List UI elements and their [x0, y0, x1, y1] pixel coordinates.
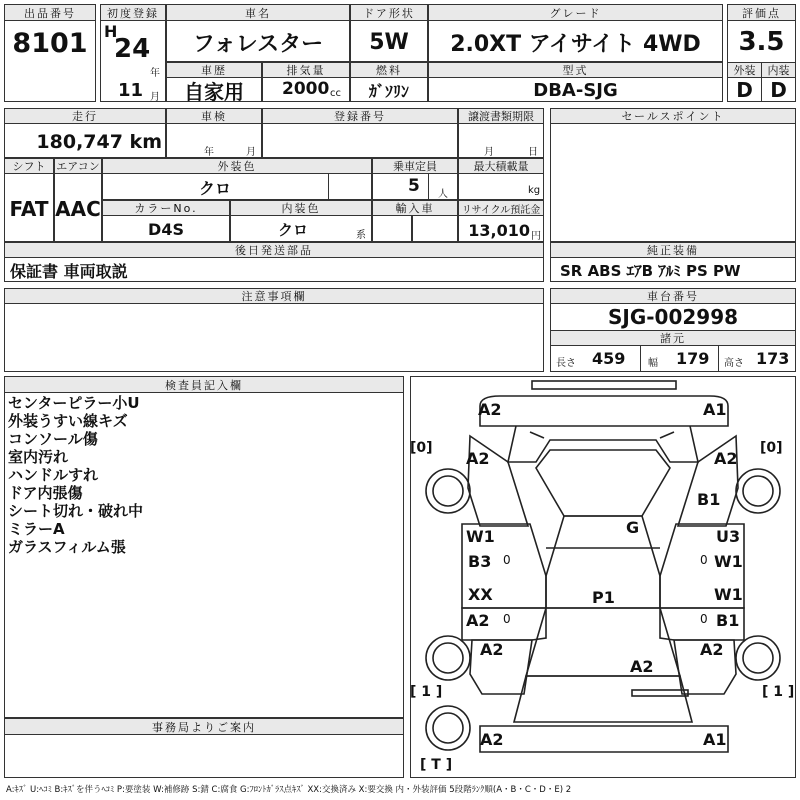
inspection-year-unit: 年 — [204, 147, 214, 158]
ac: AAC — [55, 197, 101, 221]
model-label: 型式 — [428, 62, 723, 78]
notice-label: 注意事項欄 — [4, 288, 544, 304]
transfer-month-unit: 月 — [484, 147, 494, 158]
inspector-note: ミラーA — [8, 520, 65, 538]
mark-rear-left: A2 — [480, 730, 504, 749]
tire-rr-depth: [ 1 ] — [762, 684, 795, 700]
sales-points-cell — [550, 108, 796, 242]
exterior-label: 外装 — [727, 62, 762, 78]
mark-front-left: A2 — [478, 400, 502, 419]
car-name-label: 車名 — [166, 4, 350, 21]
interior-grade: D — [770, 78, 787, 102]
recycle: 13,010 — [468, 220, 530, 240]
later-parts-label: 後日発送部品 — [4, 242, 544, 258]
year-unit: 年 — [150, 68, 160, 79]
dimensions-label: 諸元 — [550, 330, 796, 346]
first-reg-month: 11 — [118, 80, 144, 101]
mark-front-right: A1 — [703, 400, 727, 419]
transfer-day-unit: 日 — [528, 147, 538, 158]
interior-color-label: 内装色 — [230, 200, 372, 216]
mark-rear-right: A1 — [703, 730, 727, 749]
inspector-note: ドア内張傷 — [8, 484, 83, 502]
load-label: 最大積載量 — [458, 158, 544, 174]
tire-fl-depth: [0] — [410, 440, 433, 456]
seats-label: 乗車定員 — [372, 158, 458, 174]
history-label: 車歴 — [166, 62, 262, 78]
width: 179 — [676, 349, 710, 368]
legend: A:ｷｽﾞ U:ﾍｺﾐ B:ｷｽﾞを伴うﾍｺﾐ P:要塗装 W:補修跡 S:錆 C:腐食 G:ﾌﾛﾝﾄｶﾞﾗｽ点ｷｽﾞ XX:交換済み X:要交換 内・外装評価 5段階ﾗﾝｸ順(A・B・C・D・E) 2 — [6, 785, 572, 795]
ac-label: エアコン — [54, 158, 102, 174]
inspector-note: ガラスフィルム張 — [8, 538, 126, 556]
shift: FAT — [9, 197, 49, 221]
model: DBA-SJG — [533, 79, 618, 101]
interior-color: クロ — [277, 221, 308, 239]
tire-fr-depth: [0] — [760, 440, 783, 456]
era: H — [104, 22, 118, 41]
mark-trunk: A2 — [630, 657, 654, 676]
first-reg-label: 初度登録 — [100, 4, 166, 21]
mark-rr-fender: A2 — [700, 640, 724, 659]
first-reg-year: 24 — [114, 34, 151, 64]
equipment-label: 純正装備 — [550, 242, 796, 258]
interior-color-unit: 系 — [356, 230, 366, 241]
zero-mark-r2: 0 — [700, 612, 708, 626]
shift-label: シフト — [4, 158, 54, 174]
width-label: 幅 — [648, 358, 658, 369]
load-unit: kg — [528, 185, 541, 196]
history: 自家用 — [184, 79, 244, 104]
inspector-notes — [8, 394, 143, 556]
mark-rl-door-bottom: A2 — [466, 611, 490, 630]
displacement-label: 排気量 — [262, 62, 350, 78]
mark-rr-door-bottom: B1 — [716, 611, 740, 630]
inspector-note: 室内汚れ — [8, 448, 69, 466]
tire-rl-depth: [ 1 ] — [410, 684, 443, 700]
recycle-unit: 円 — [531, 231, 541, 242]
mileage-label: 走行 — [4, 108, 166, 124]
mark-fr-fender: A2 — [714, 449, 738, 468]
mark-rl-door-top: XX — [468, 585, 493, 604]
score: 3.5 — [738, 27, 785, 57]
length: 459 — [592, 349, 626, 368]
car-name: フォレスター — [192, 31, 324, 57]
zero-mark-l1: 0 — [503, 553, 511, 567]
mark-fr-door-top: U3 — [716, 527, 741, 546]
color: クロ — [198, 179, 231, 198]
color-no: D4S — [148, 220, 184, 239]
lot-number: 8101 — [12, 27, 88, 59]
mark-fl-door-top: W1 — [466, 527, 495, 546]
recycle-label: リサイクル預託金 — [458, 200, 544, 216]
lot-label: 出品番号 — [4, 4, 96, 21]
grade: 2.0XT アイサイト 4WD — [450, 31, 701, 57]
sales-points-label: セールスポイント — [550, 108, 796, 124]
fuel-label: 燃料 — [350, 62, 428, 78]
zero-mark-l2: 0 — [503, 612, 511, 626]
spare-tire-mark: [ T ] — [420, 757, 453, 773]
door-label: ドア形状 — [350, 4, 428, 21]
mark-fl-fender: A2 — [466, 449, 490, 468]
inspector-note: ハンドルすれ — [8, 466, 99, 484]
score-label: 評価点 — [727, 4, 796, 21]
month-unit: 月 — [150, 92, 160, 103]
grade-label: グレード — [428, 4, 723, 21]
length-label: 長さ — [556, 358, 576, 369]
door-type: 5W — [369, 29, 409, 55]
car-outline — [410, 376, 796, 778]
import-label: 輸入車 — [372, 200, 458, 216]
inspector-label: 検査員記入欄 — [4, 376, 404, 393]
chassis-number: SJG-002998 — [607, 305, 739, 329]
displacement: 2000 — [282, 79, 330, 99]
exterior-grade: D — [736, 78, 753, 102]
mark-floor: P1 — [592, 588, 615, 607]
seats-unit: 人 — [438, 189, 448, 200]
inspection-label: 車検 — [166, 108, 262, 124]
inspector-note: 外装うすい線キズ — [8, 412, 128, 430]
height: 173 — [756, 349, 790, 368]
interior-label: 内装 — [761, 62, 796, 78]
mark-roof: G — [626, 518, 640, 537]
inspector-note: センターピラー小U — [8, 394, 140, 412]
color-no-label: カラーNo. — [102, 200, 230, 216]
fuel: ｶﾞｿﾘﾝ — [368, 81, 409, 101]
mark-fr-door-bottom: W1 — [714, 552, 743, 571]
office-label: 事務局よりご案内 — [4, 718, 404, 735]
height-label: 高さ — [724, 358, 744, 369]
later-parts: 保証書 車両取説 — [10, 261, 128, 281]
color-label: 外装色 — [102, 158, 372, 174]
mark-fl-door-bottom: B3 — [468, 552, 492, 571]
seats: 5 — [408, 176, 420, 196]
mileage: 180,747 km — [36, 131, 162, 153]
displacement-unit: cc — [330, 88, 341, 99]
registration-label: 登録番号 — [262, 108, 458, 124]
transfer-label: 譲渡書類期限 — [458, 108, 544, 124]
chassis-label: 車台番号 — [550, 288, 796, 304]
equipment: SR ABS ｴｱB ｱﾙﾐ PS PW — [560, 261, 741, 280]
inspector-note: コンソール傷 — [8, 430, 98, 448]
inspection-month-unit: 月 — [246, 147, 256, 158]
mark-fr-fender-2: B1 — [697, 490, 721, 509]
zero-mark-r1: 0 — [700, 553, 708, 567]
mark-rl-fender: A2 — [480, 640, 504, 659]
mark-rr-door-top: W1 — [714, 585, 743, 604]
inspector-note: シート切れ・破れ中 — [8, 502, 144, 520]
